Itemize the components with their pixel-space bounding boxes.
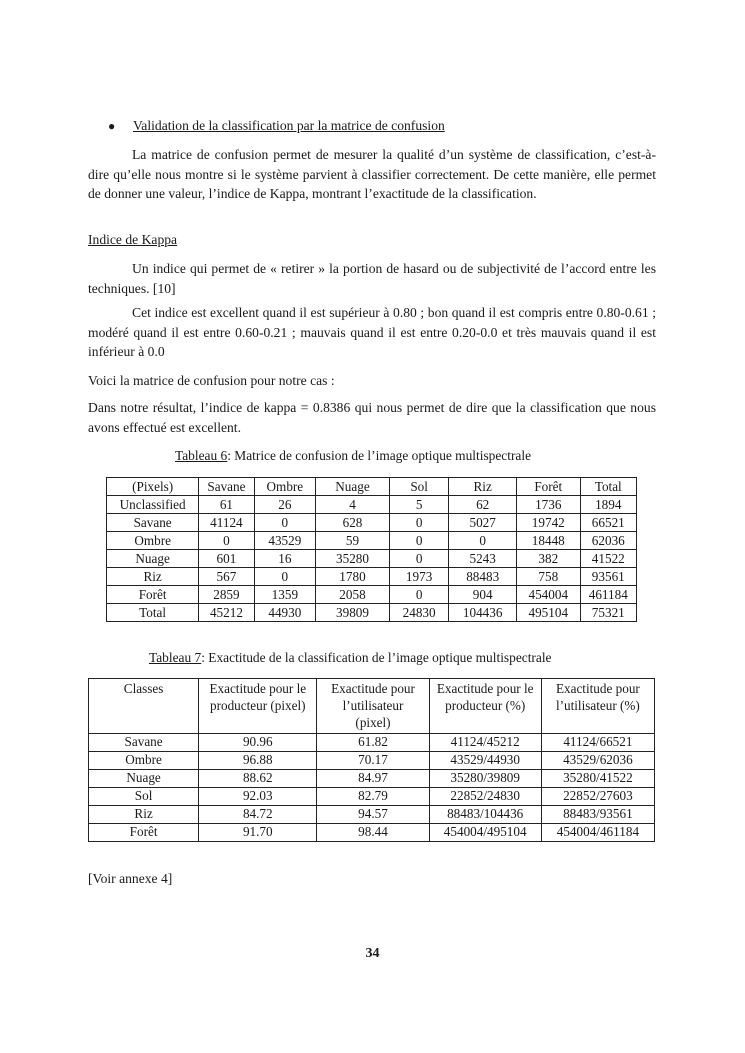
table-cell: 5027	[449, 514, 517, 532]
table6-caption	[175, 448, 531, 464]
table-cell: 904	[449, 586, 517, 604]
table-cell: 41124	[199, 514, 254, 532]
row-label-cell: Forêt	[89, 824, 199, 842]
header-cell: Ombre	[254, 478, 316, 496]
table-cell: 104436	[449, 604, 517, 622]
table-cell: 454004	[517, 586, 581, 604]
section-title: Validation de la classification par la matrice de confusion	[133, 118, 445, 133]
paragraph-confusion-matrix: La matrice de confusion permet de mesurer la qualité d’un système de classification, c’est-à- dire qu’elle nous montre si le système parvient à classifier correctement. De cette manière, elle permet de donner une valeur, l’indice de Kappa, montrant l’exactitude de la classification.	[88, 147, 656, 201]
table-cell: 82.79	[317, 788, 429, 806]
header-cell: (Pixels)	[107, 478, 199, 496]
table-cell: 16	[254, 550, 316, 568]
table-row	[89, 788, 655, 806]
table-cell: 5243	[449, 550, 517, 568]
row-label-cell: Ombre	[89, 752, 199, 770]
table-cell: 0	[449, 532, 517, 550]
header-cell: Savane	[199, 478, 254, 496]
table-cell: 26	[254, 496, 316, 514]
table-cell: 39809	[316, 604, 390, 622]
table-cell: 24830	[389, 604, 448, 622]
table7-caption	[149, 650, 552, 666]
table-cell: 35280/41522	[541, 770, 654, 788]
kappa-heading: Indice de Kappa	[88, 232, 178, 247]
table-cell: 90.96	[199, 734, 317, 752]
table-cell: 94.57	[317, 806, 429, 824]
row-label-cell: Ombre	[107, 532, 199, 550]
table-cell: 1780	[316, 568, 390, 586]
table-cell: 22852/27603	[541, 788, 654, 806]
table-cell: 382	[517, 550, 581, 568]
table-cell: 35280/39809	[429, 770, 541, 788]
table-row	[89, 734, 655, 752]
bullet-icon: ●	[108, 119, 116, 133]
table-cell: 75321	[580, 604, 636, 622]
page-number: 34	[365, 946, 380, 961]
table-row	[89, 806, 655, 824]
row-label-cell: Savane	[89, 734, 199, 752]
paragraph-kappa-definition: Un indice qui permet de « retirer » la portion de hasard ou de subjectivité de l’accord entre les techniques. [10]	[88, 261, 656, 296]
table-cell: 59	[316, 532, 390, 550]
header-cell: Exactitude pour le producteur (%)	[429, 679, 541, 734]
table-cell: 22852/24830	[429, 788, 541, 806]
table-cell: 98.44	[317, 824, 429, 842]
table-cell: 41124/45212	[429, 734, 541, 752]
table-cell: 18448	[517, 532, 581, 550]
table-cell: 41124/66521	[541, 734, 654, 752]
table6-caption-label: Tableau 6	[175, 448, 228, 463]
row-label-cell: Savane	[107, 514, 199, 532]
table-cell: 19742	[517, 514, 581, 532]
table-cell: 41522	[580, 550, 636, 568]
table-cell: 5	[389, 496, 448, 514]
table-row	[107, 514, 637, 532]
header-cell: Total	[580, 478, 636, 496]
table-cell: 88.62	[199, 770, 317, 788]
table-cell: 628	[316, 514, 390, 532]
table-cell: 92.03	[199, 788, 317, 806]
header-cell: Exactitude pour l’utilisateur (pixel)	[317, 679, 429, 734]
table-cell: 43529/44930	[429, 752, 541, 770]
table-row	[107, 496, 637, 514]
table-cell: 96.88	[199, 752, 317, 770]
annex-reference: [Voir annexe 4]	[88, 871, 173, 886]
table-cell: 2859	[199, 586, 254, 604]
table-row	[89, 824, 655, 842]
table-cell: 43529/62036	[541, 752, 654, 770]
table-cell: 758	[517, 568, 581, 586]
table-cell: 1973	[389, 568, 448, 586]
table-cell: 70.17	[317, 752, 429, 770]
table-row	[107, 604, 637, 622]
table-cell: 0	[254, 568, 316, 586]
table-cell: 66521	[580, 514, 636, 532]
row-label-cell: Forêt	[107, 586, 199, 604]
table-row	[107, 586, 637, 604]
table-cell: 1894	[580, 496, 636, 514]
table-cell: 2058	[316, 586, 390, 604]
table-row	[107, 568, 637, 586]
table-row	[107, 550, 637, 568]
paragraph-intro-matrix: Voici la matrice de confusion pour notre cas :	[88, 373, 335, 388]
row-label-cell: Unclassified	[107, 496, 199, 514]
table-cell: 45212	[199, 604, 254, 622]
table-cell: 88483/93561	[541, 806, 654, 824]
table-cell: 1359	[254, 586, 316, 604]
table-cell: 61.82	[317, 734, 429, 752]
table-cell: 84.72	[199, 806, 317, 824]
table-cell: 0	[254, 514, 316, 532]
table-cell: 61	[199, 496, 254, 514]
table-cell: 0	[199, 532, 254, 550]
table-cell: 62036	[580, 532, 636, 550]
table-cell: 62	[449, 496, 517, 514]
header-cell: Exactitude pour l’utilisateur (%)	[541, 679, 654, 734]
table-cell: 44930	[254, 604, 316, 622]
paragraph-kappa-scale: Cet indice est excellent quand il est supérieur à 0.80 ; bon quand il est compris entre 0.80-0.61 ; modéré quand il est entre 0.60-0.21 ; mauvais quand il est entre 0.20-0.0 et très mauvais quand il est inférieur à 0.0	[88, 305, 656, 359]
header-cell: Forêt	[517, 478, 581, 496]
table-cell: 567	[199, 568, 254, 586]
table-row	[89, 752, 655, 770]
row-label-cell: Nuage	[107, 550, 199, 568]
header-cell: Exactitude pour le producteur (pixel)	[199, 679, 317, 734]
table-cell: 43529	[254, 532, 316, 550]
table-cell: 0	[389, 586, 448, 604]
table-cell: 93561	[580, 568, 636, 586]
table-header-row	[107, 478, 637, 496]
table-row	[107, 532, 637, 550]
table-header-row	[89, 679, 655, 734]
row-label-cell: Riz	[107, 568, 199, 586]
table-cell: 88483	[449, 568, 517, 586]
table6-caption-text: : Matrice de confusion de l’image optique multispectrale	[227, 448, 532, 463]
table-cell: 84.97	[317, 770, 429, 788]
header-cell: Classes	[89, 679, 199, 734]
table-cell: 91.70	[199, 824, 317, 842]
table-cell: 0	[389, 514, 448, 532]
header-cell: Sol	[389, 478, 448, 496]
header-cell: Riz	[449, 478, 517, 496]
table7-caption-text: : Exactitude de la classification de l’image optique multispectrale	[201, 650, 552, 665]
table-cell: 35280	[316, 550, 390, 568]
table7-caption-label: Tableau 7	[149, 650, 202, 665]
table-cell: 0	[389, 550, 448, 568]
table-cell: 454004/495104	[429, 824, 541, 842]
table-cell: 601	[199, 550, 254, 568]
table-cell: 495104	[517, 604, 581, 622]
confusion-matrix-table	[106, 477, 637, 622]
classification-accuracy-table	[88, 678, 655, 842]
table-cell: 461184	[580, 586, 636, 604]
table-cell: 0	[389, 532, 448, 550]
row-label-cell: Riz	[89, 806, 199, 824]
row-label-cell: Sol	[89, 788, 199, 806]
table-cell: 454004/461184	[541, 824, 654, 842]
table-cell: 4	[316, 496, 390, 514]
table-cell: 1736	[517, 496, 581, 514]
row-label-cell: Total	[107, 604, 199, 622]
paragraph-kappa-result: Dans notre résultat, l’indice de kappa = 0.8386 qui nous permet de dire que la classification que nous avons effectué est excellent.	[88, 400, 656, 435]
row-label-cell: Nuage	[89, 770, 199, 788]
table-row	[89, 770, 655, 788]
header-cell: Nuage	[316, 478, 390, 496]
table-cell: 88483/104436	[429, 806, 541, 824]
